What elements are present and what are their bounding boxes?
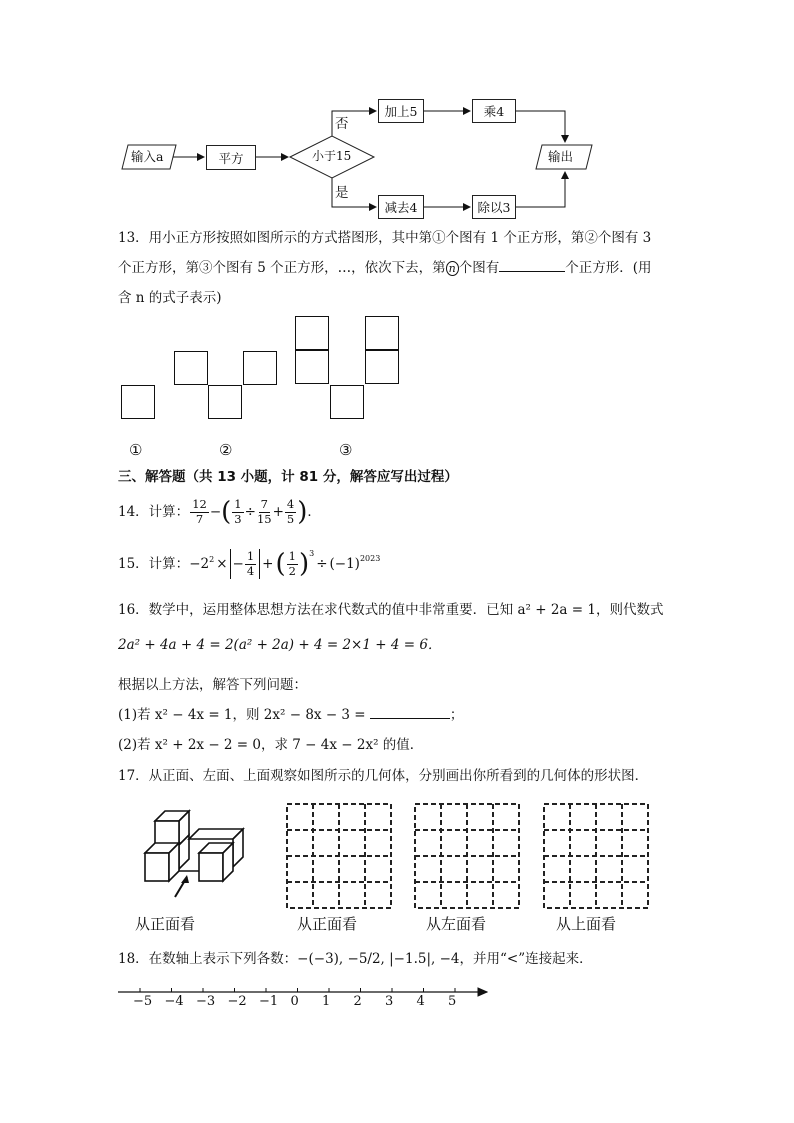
q13-line2-c: 个正方形．(用 [565,260,652,276]
fig3-square [330,385,364,419]
q15-exp-c: 2023 [359,553,381,563]
q15-abs-minus: − [232,555,244,572]
q15-neg1: (−1) [329,555,360,572]
flow-div3: 除以3 [472,195,516,219]
fig3-square [295,350,329,384]
q14-div: ÷ [244,503,256,520]
number-line-label: 0 [290,994,299,1009]
flow-output: 输出 [548,149,574,164]
fig2-square [174,351,208,385]
q16-line1: 16．数学中，运用整体思想方法在求代数式的值中非常重要．已知 a² + 2a = 1，则代数式 [118,602,664,618]
q15-lparen: ( [275,549,286,579]
q16-line3: 根据以上方法，解答下列问题： [118,677,307,693]
flow-decision: 小于15 [312,149,352,163]
q14-lparen: ( [221,497,232,527]
fig2-square [243,351,277,385]
q13-line3: 含 n 的式子表示) [118,290,222,306]
q15-div: ÷ [316,555,328,572]
q15-abs-close [259,549,260,579]
q14 [118,494,321,530]
q17-grid-label-left: 从左面看 [426,915,487,933]
fig-label-3: ③ [339,441,353,459]
q15-prefix: 15．计算： [118,555,190,572]
q16-part1 [118,706,463,725]
fig2-square [208,385,242,419]
q15 [118,546,380,582]
flow-sub4: 减去4 [378,195,424,219]
number-line-label: 3 [385,994,394,1009]
q14-plus: + [272,503,284,520]
q15-frac: $\frac{1}{4}$ [246,549,255,578]
q17-grid-label-top: 从上面看 [556,915,617,933]
q18-line: 18．在数轴上表示下列各数：−(−3), −5/2, |−1.5|, −4，并用“<”连接起来． [118,951,593,967]
q15-rparen: ) [298,549,310,579]
fig3-square [295,316,329,350]
q17-grid-left[interactable] [414,803,520,909]
section3-heading: 三、解答题（共 13 小题，计 81 分，解答应写出过程） [118,469,458,485]
number-line-label: −4 [164,994,184,1009]
q16-line2: 2a² + 4a + 4 = 2(a² + 2a) + 4 = 2×1 + 4 = 6． [118,637,442,653]
q17-grid-label-front: 从正面看 [297,915,358,933]
q14-frac4: $\frac{4}{5}$ [286,497,295,526]
q14-end: ． [307,503,321,520]
q15-term-a: −2 [189,555,210,572]
number-line-label: −5 [133,994,153,1009]
q15-exp-b: 3 [309,548,315,558]
flow-yes-label: 是 [335,185,349,201]
flow-no-label: 否 [335,116,349,132]
q14-rparen: ) [297,497,308,527]
number-line-label: −3 [196,994,216,1009]
fig3-square [365,316,399,350]
q16-part1-text: (1)若 x² − 4x = 1，则 2x² − 8x − 3 = [118,707,366,723]
flow-mul4: 乘4 [472,99,516,123]
q13-answer-blank[interactable] [499,271,565,272]
q15-exp-a: 2 [209,554,215,564]
q17-grid-front[interactable] [286,803,392,909]
number-line-label: 2 [353,994,362,1009]
flow-square: 平方 [206,145,256,170]
number-line-label: 4 [416,994,425,1009]
q13-line2 [118,259,652,278]
fig1-square [121,385,155,419]
q14-frac3: $\frac{7}{15}$ [256,497,272,526]
q15-half: $\frac{1}{2}$ [288,549,296,578]
q17-solid [125,805,255,910]
flow-input: 输入a [131,149,164,164]
flow-add5: 加上5 [378,99,424,123]
q17-solid-label: 从正面看 [135,915,196,933]
q14-prefix: 14．计算： [118,503,190,520]
q16-part1-end: ； [449,707,464,723]
q14-frac2: $\frac{1}{3}$ [234,497,242,526]
number-line-label: −1 [259,994,279,1009]
q15-times: × [216,555,228,572]
q16-answer-blank[interactable] [370,718,450,719]
fig-label-2: ② [219,441,233,459]
q13-line2-b: 个图有 [458,260,500,276]
q16-part2: (2)若 x² + 2x − 2 = 0，求 7 − 4x − 2x² 的值． [118,737,424,753]
number-line-label: −2 [227,994,247,1009]
q15-plus: + [262,555,274,572]
number-line-label: 1 [322,994,331,1009]
fig-label-1: ① [129,441,143,459]
q13-n: n [446,261,459,276]
fig3-square [365,350,399,384]
q15-abs-open [230,549,231,579]
q17-line: 17．从正面、左面、上面观察如图所示的几何体，分别画出你所看到的几何体的形状图． [118,768,649,784]
number-line-label: 5 [448,994,457,1009]
q17-grid-top[interactable] [543,803,649,909]
q13-line2-a: 个正方形，第③个图有 5 个正方形，…，依次下去，第 [118,260,446,276]
q13-line1: 13．用小正方形按照如图所示的方式搭图形，其中第①个图有 1 个正方形，第②个图有 3 [118,230,652,246]
q14-minus: − [209,503,222,520]
q14-frac1: $\frac{12}{7}$ [192,497,207,526]
